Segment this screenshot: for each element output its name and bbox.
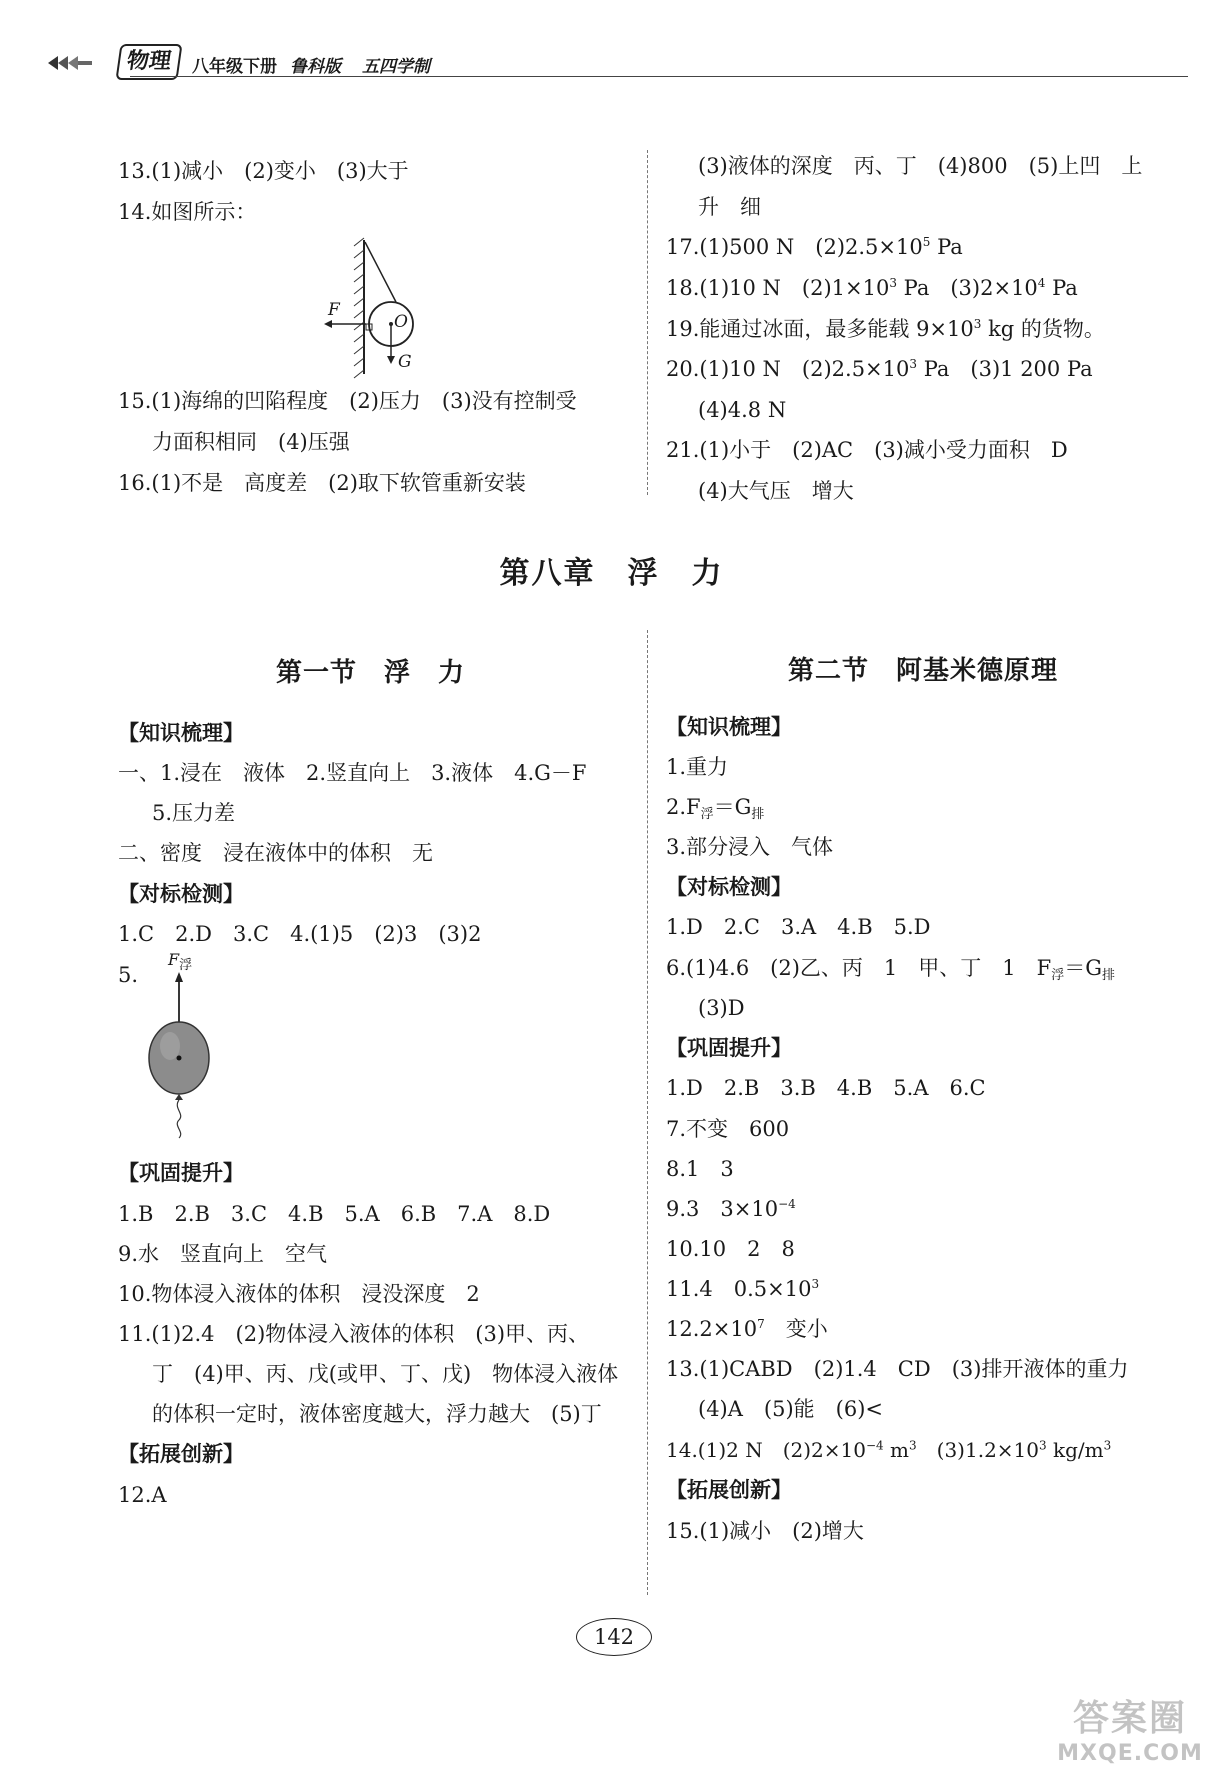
answer-13: 13.(1)减小 (2)变小 (3)大于 — [118, 159, 409, 183]
edition-label: 鲁科版 — [290, 57, 341, 77]
watermark-url: MXQE.COM — [1057, 1741, 1203, 1766]
left-heading-consolidate: 【巩固提升】 — [118, 1160, 244, 1185]
right-check-6-line1: 6.(1)4.6 (2)乙、丙 1 甲、丁 1 $F_浮=G_排$ — [666, 956, 1116, 983]
grade-label: 八年级下册 — [192, 57, 277, 77]
watermark-logo: 答案圈 — [1072, 1698, 1187, 1739]
column-divider-top — [647, 150, 648, 495]
right-consolidate-1: 1.D 2.B 3.B 4.B 5.A 6.C — [666, 1076, 986, 1100]
left-knowledge-1: 一、1.浸在 液体 2.竖直向上 3.液体 4.G－F — [118, 761, 587, 785]
answer-16-cont-line2: 升 细 — [698, 195, 761, 219]
right-consolidate-12: $12.2\times 10^7$ 变小 — [666, 1317, 828, 1341]
left-consolidate-10: 10.物体浸入液体的体积 浸没深度 2 — [118, 1282, 480, 1306]
answer-18: 18.(1)10 N $(2)1\times 10^3$ Pa $(3)2\times 10^4$ Pa — [666, 276, 1078, 300]
point-o-label: O — [394, 312, 408, 332]
answer-21-line2: (4)大气压 增大 — [698, 479, 854, 503]
left-consolidate-1: 1.B 2.B 3.C 4.B 5.A 6.B 7.A 8.D — [118, 1202, 551, 1226]
answer-15-line2: 力面积相同 (4)压强 — [152, 430, 350, 454]
right-consolidate-11: 11.4 $0.5\times 10^3$ — [666, 1277, 820, 1301]
left-consolidate-9: 9.水 竖直向上 空气 — [118, 1242, 328, 1266]
answer-20-line2: (4)4.8 N — [698, 398, 787, 422]
section-1-title: 第一节 浮 力 — [276, 658, 466, 688]
right-knowledge-3: 3.部分浸入 气体 — [666, 835, 834, 859]
watermark — [1050, 1690, 1210, 1780]
left-heading-extend: 【拓展创新】 — [118, 1441, 244, 1466]
left-check-5: 5. — [118, 963, 139, 987]
right-heading-extend: 【拓展创新】 — [666, 1477, 792, 1502]
left-knowledge-3: 二、密度 浸在液体中的体积 无 — [118, 841, 433, 865]
right-consolidate-13-line1: 13.(1)CABD (2)1.4 CD (3)排开液体的重力 — [666, 1357, 1129, 1381]
chapter-title: 第八章 浮 力 — [499, 556, 724, 591]
right-consolidate-9: 9.3 $3\times 10^{-4}$ — [666, 1197, 796, 1221]
header-rule — [130, 76, 1188, 77]
left-check-1: 1.C 2.D 3.C 4.(1)5 (2)3 (3)2 — [118, 922, 482, 946]
column-divider-bottom — [647, 630, 648, 1595]
right-consolidate-7: 7.不变 600 — [666, 1117, 790, 1141]
left-knowledge-2: 5.压力差 — [152, 801, 236, 825]
left-consolidate-11-line3: 的体积一定时，液体密度越大，浮力越大 (5)丁 — [152, 1402, 602, 1426]
buoyancy-force-label: $F_浮$ — [168, 950, 193, 973]
answer-16: 16.(1)不是 高度差 (2)取下软管重新安装 — [118, 471, 526, 495]
answer-19: 19.能通过冰面，最多能载 $9\times 10^3$ kg 的货物。 — [666, 317, 1105, 341]
right-consolidate-14: 14.(1)2 N $(2)2\times 10^{-4}$ $m^3$ $(3)1.2\times 10^3$ $kg/m^3$ — [666, 1438, 1112, 1462]
right-heading-knowledge: 【知识梳理】 — [666, 714, 792, 739]
right-consolidate-8: 8.1 3 — [666, 1157, 734, 1181]
answer-15-line1: 15.(1)海绵的凹陷程度 (2)压力 (3)没有控制受 — [118, 389, 577, 413]
balloon-diagram — [140, 950, 220, 1140]
left-extend-12: 12.A — [118, 1483, 167, 1507]
page-number: 142 — [593, 1625, 635, 1649]
left-heading-check: 【对标检测】 — [118, 881, 244, 906]
right-heading-check: 【对标检测】 — [666, 874, 792, 899]
answer-21-line1: 21.(1)小于 (2)AC (3)减小受力面积 D — [666, 438, 1068, 462]
system-label: 五四学制 — [362, 57, 430, 77]
left-heading-knowledge: 【知识梳理】 — [118, 720, 244, 745]
right-heading-consolidate: 【巩固提升】 — [666, 1035, 792, 1060]
gravity-g-label: G — [398, 352, 412, 372]
answer-17: 17.(1)500 N $(2)2.5\times 10^5$ Pa — [666, 235, 963, 259]
left-consolidate-11-line2: 丁 (4)甲、丙、戊(或甲、丁、戊) 物体浸入液体 — [152, 1362, 619, 1386]
answer-16-cont-line1: (3)液体的深度 丙、丁 (4)800 (5)上凹 上 — [698, 154, 1143, 178]
answer-14: 14.如图所示： — [118, 200, 257, 224]
right-check-1: 1.D 2.C 3.A 4.B 5.D — [666, 915, 931, 939]
force-f-label: F — [328, 300, 340, 320]
page-number-badge — [576, 1618, 652, 1656]
right-knowledge-1: 1.重力 — [666, 755, 729, 779]
left-consolidate-11-line1: 11.(1)2.4 (2)物体浸入液体的体积 (3)甲、丙、 — [118, 1322, 590, 1346]
right-extend-15: 15.(1)减小 (2)增大 — [666, 1519, 864, 1543]
right-consolidate-13-line2: (4)A (5)能 (6)< — [698, 1397, 884, 1421]
answer-20-line1: 20.(1)10 N $(2)2.5\times 10^3$ Pa (3)1 200 Pa — [666, 357, 1093, 381]
subject-label: 物理 — [125, 49, 173, 74]
right-check-6-line2: (3)D — [698, 996, 745, 1020]
right-knowledge-2: $2.F_浮=G_排$ — [666, 795, 765, 822]
subject-badge — [115, 44, 182, 80]
right-consolidate-10: 10.10 2 8 — [666, 1237, 795, 1261]
section-2-title: 第二节 阿基米德原理 — [788, 656, 1059, 686]
